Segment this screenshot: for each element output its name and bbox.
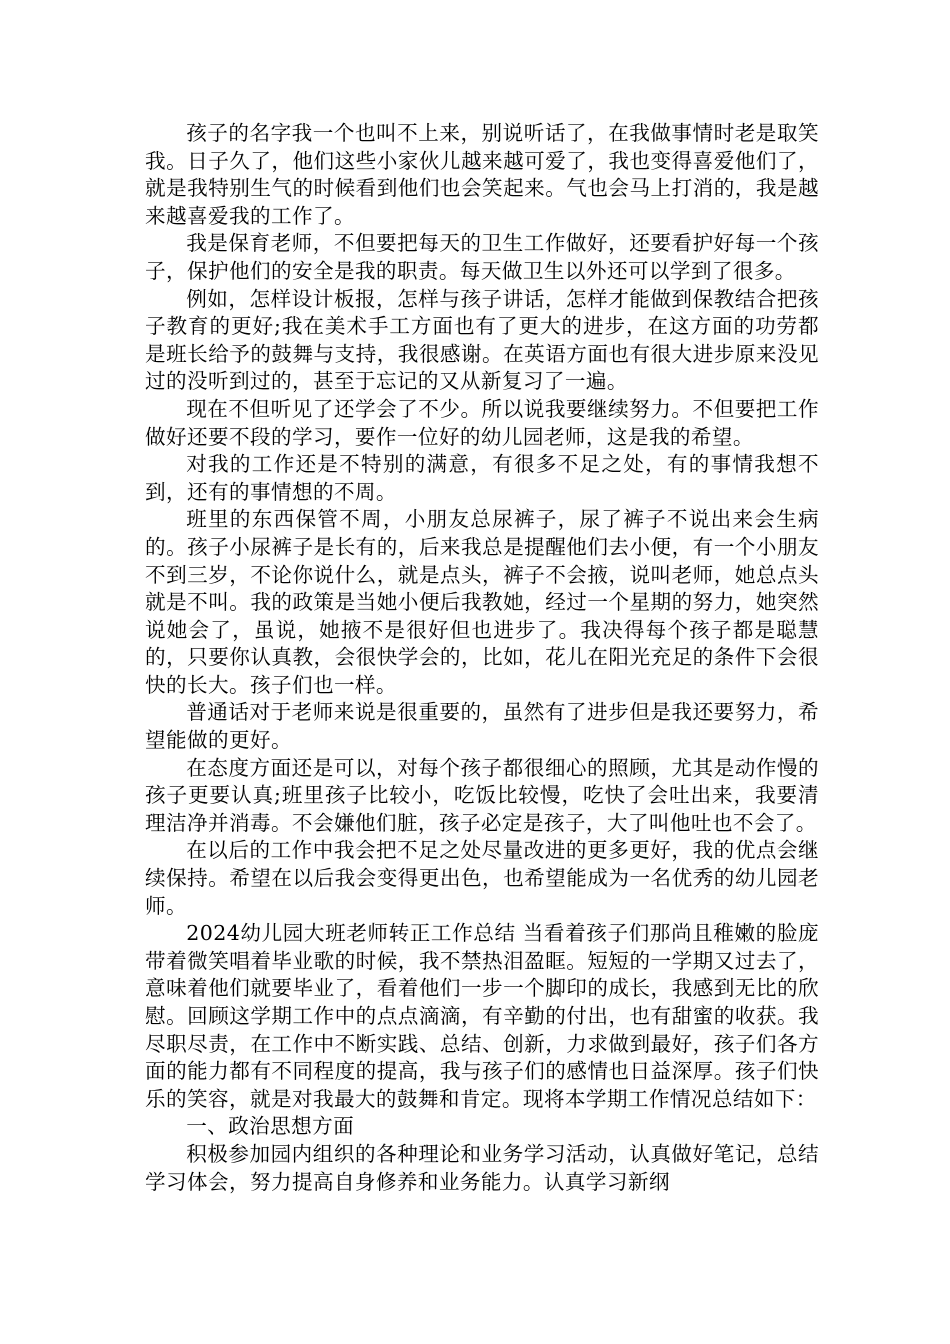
document-body (145, 120, 819, 1196)
paragraph: 孩子的名字我一个也叫不上来，别说听话了，在我做事情时老是取笑我。日子久了，他们这些小家伙儿越来越可爱了，我也变得喜爱他们了，就是我特别生气的时候看到他们也会笑起来。气也会马上打消的，我是越来越喜爱我的工作了。 (145, 121, 819, 228)
paragraph: 积极参加园内组织的各种理论和业务学习活动，认真做好笔记，总结学习体会，努力提高自身修养和业务能力。认真学习新纲 (145, 1141, 819, 1194)
section-heading: 一、政治思想方面 (186, 1114, 355, 1139)
paragraph: 在以后的工作中我会把不足之处尽量改进的更多更好，我的优点会继续保持。希望在以后我会变得更出色，也希望能成为一名优秀的幼儿园老师。 (145, 838, 819, 918)
paragraph: 例如，怎样设计板报，怎样与孩子讲话，怎样才能做到保教结合把孩子教育的更好;我在美术手工方面也有了更大的进步，在这方面的功劳都是班长给予的鼓舞与支持，我很感谢。在英语方面也有很大进步原来没见过的没听到过的，甚至于忘记的又从新复习了一遍。 (145, 286, 819, 394)
paragraph: 我是保育老师，不但要把每天的卫生工作做好，还要看护好每一个孩子，保护他们的安全是我的职责。每天做卫生以外还可以学到了很多。 (145, 231, 819, 283)
paragraph: 对我的工作还是不特别的满意，有很多不足之处，有的事情我想不到，还有的事情想的不周。 (145, 452, 819, 504)
paragraph: 在态度方面还是可以，对每个孩子都很细心的照顾，尤其是动作慢的孩子更要认真;班里孩子比较小，吃饭比较慢，吃快了会吐出来，我要清理洁净并消毒。不会嫌他们脏，孩子必定是孩子，大了叫他吐也不会了。 (145, 755, 819, 835)
section-paragraph: 2024幼儿园大班老师转正工作总结 当看着孩子们那尚且稚嫩的脸庞带着微笑唱着毕业歌的时候，我不禁热泪盈眶。短短的一学期又过去了，意味着他们就要毕业了，看着他们一步一个脚印的成长，我感到无比的欣慰。回顾这学期工作中的点点滴滴，有辛勤的付出，也有甜蜜的收获。我尽职尽责，在工作中不断实践、总结、创新，力求做到最好，孩子们各方面的能力都有不同程度的提高，我与孩子们的感情也日益深厚。孩子们快乐的笑容，就是对我最大的鼓舞和肯定。现将本学期工作情况总结如下： (145, 921, 819, 1111)
paragraph: 普通话对于老师来说是很重要的，虽然有了进步但是我还要努力，希望能做的更好。 (145, 700, 819, 753)
paragraph: 班里的东西保管不周，小朋友总尿裤子，尿了裤子不说出来会生病的。孩子小尿裤子是长有的，后来我总是提醒他们去小便，有一个小朋友不到三岁，不论你说什么，就是点头，裤子不会掖，说叫老师，她总点头就是不叫。我的政策是当她小便后我教她，经过一个星期的努力，她突然说她会了，虽说，她掖不是很好但也进步了。我决得每个孩子都是聪慧的，只要你认真教，会很快学会的，比如，花儿在阳光充足的条件下会很快的长大。孩子们也一样。 (145, 507, 819, 697)
paragraph: 现在不但听见了还学会了不少。所以说我要继续努力。不但要把工作做好还要不段的学习，要作一位好的幼儿园老师，这是我的希望。 (145, 396, 819, 449)
